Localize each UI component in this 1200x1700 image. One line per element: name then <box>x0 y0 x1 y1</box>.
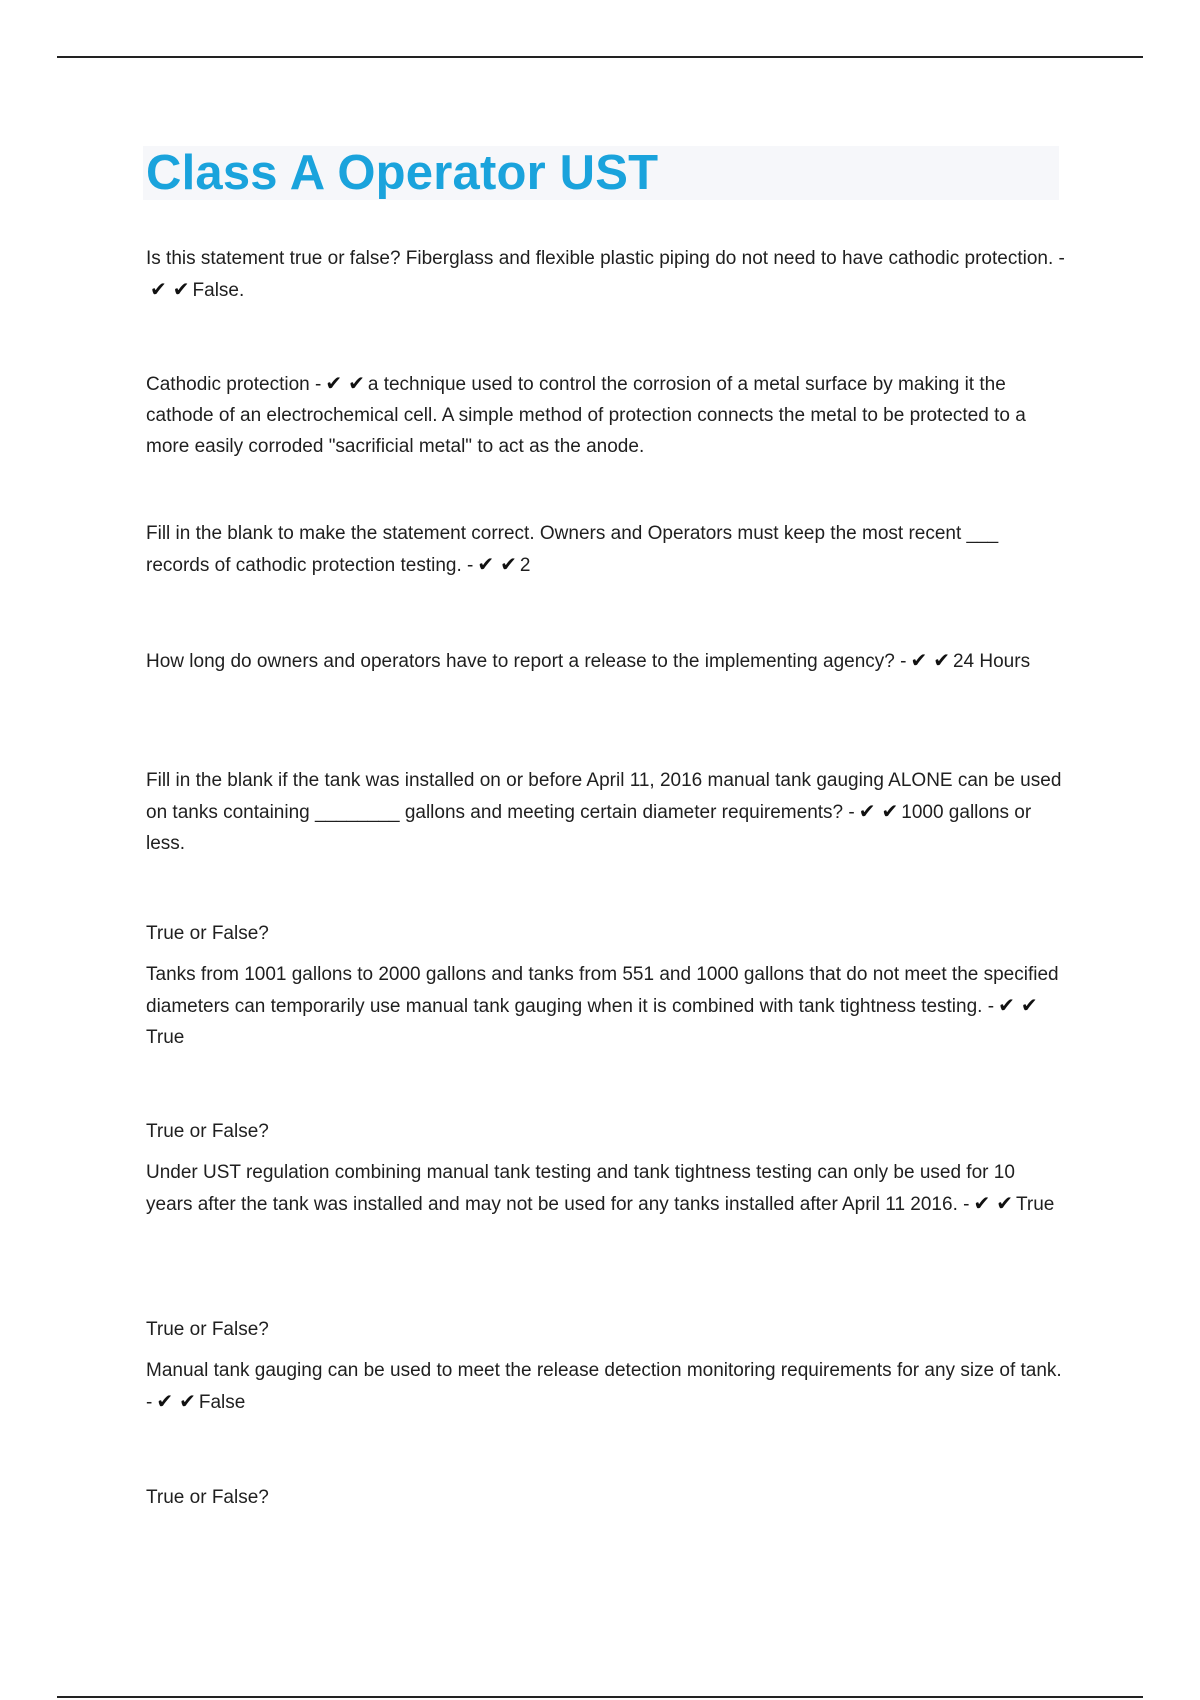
double-check-icon: ✔ ✔ <box>998 993 1038 1017</box>
double-check-icon: ✔ ✔ <box>325 371 365 395</box>
prompt-text: True or False? <box>146 1319 269 1340</box>
answer-text: 24 Hours <box>952 651 1031 672</box>
qa-item-9 <box>146 1482 1066 1513</box>
question-text: Under UST regulation combining manual tank testing and tank tightness testing can only be used for 10 years after the tank was installed and may not be used for any tanks installed after April 11 2016. - <box>146 1162 1015 1215</box>
question-text: Manual tank gauging can be used to meet the release detection monitoring requirements for any size of tank. - <box>146 1360 1062 1413</box>
page-title: Class A Operator UST <box>146 146 659 200</box>
qa-item-6 <box>146 918 1066 1053</box>
qa-text <box>146 518 1066 581</box>
double-check-icon: ✔ ✔ <box>858 799 899 823</box>
prompt-text: True or False? <box>146 923 269 944</box>
double-check-icon: ✔ ✔ <box>477 552 517 576</box>
question-text: Cathodic protection - <box>146 374 322 395</box>
question-text: Fill in the blank to make the statement correct. Owners and Operators must keep the most recent ___ records of cathodic protection testing. - <box>146 523 999 576</box>
qa-item-3 <box>146 518 1066 581</box>
qa-text <box>146 368 1066 462</box>
qa-item-7 <box>146 1116 1066 1220</box>
qa-item-5 <box>146 765 1066 859</box>
double-check-icon: ✔ ✔ <box>910 648 950 672</box>
question-text: How long do owners and operators have to report a release to the implementing agency? - <box>146 651 907 672</box>
qa-text <box>146 765 1066 859</box>
qa-item-1 <box>146 243 1066 306</box>
double-check-icon: ✔ ✔ <box>156 1389 196 1413</box>
double-check-icon: ✔ ✔ <box>150 277 190 301</box>
qa-text <box>146 243 1066 306</box>
bottom-divider <box>57 1696 1143 1698</box>
question-text: Fill in the blank if the tank was installed on or before April 11, 2016 manual tank gauging ALONE can be used on tanks containing ________ gallons and meeting certain diameter requirements? - <box>146 770 1062 823</box>
qa-text <box>146 645 1066 677</box>
answer-text: 1000 gallons or less. <box>146 802 1032 854</box>
answer-text: True <box>1015 1194 1055 1215</box>
qa-item-4 <box>146 645 1066 677</box>
answer-text: False. <box>192 280 245 301</box>
qa-text <box>146 1355 1066 1418</box>
answer-text: False <box>198 1392 246 1413</box>
answer-text: True <box>146 1027 185 1048</box>
qa-text <box>146 1157 1066 1220</box>
double-check-icon: ✔ ✔ <box>973 1191 1013 1215</box>
question-text: Is this statement true or false? Fiberglass and flexible plastic piping do not need to have cathodic protection. - <box>146 248 1065 269</box>
prompt-text: True or False? <box>146 1487 269 1508</box>
answer-text: 2 <box>519 555 531 576</box>
prompt-text: True or False? <box>146 1121 269 1142</box>
top-divider <box>57 56 1143 58</box>
qa-text <box>146 959 1066 1053</box>
qa-item-8 <box>146 1314 1066 1418</box>
qa-item-2 <box>146 368 1066 462</box>
answer-text: a technique used to control the corrosion of a metal surface by making it the cathode of an electrochemical cell. A simple method of protection connects the metal to be protected to a more easily corroded "sacrificial metal" to act as the anode. <box>146 374 1026 457</box>
question-text: Tanks from 1001 gallons to 2000 gallons and tanks from 551 and 1000 gallons that do not meet the specified diameters can temporarily use manual tank gauging when it is combined with tank tightness testing. - <box>146 964 1059 1017</box>
